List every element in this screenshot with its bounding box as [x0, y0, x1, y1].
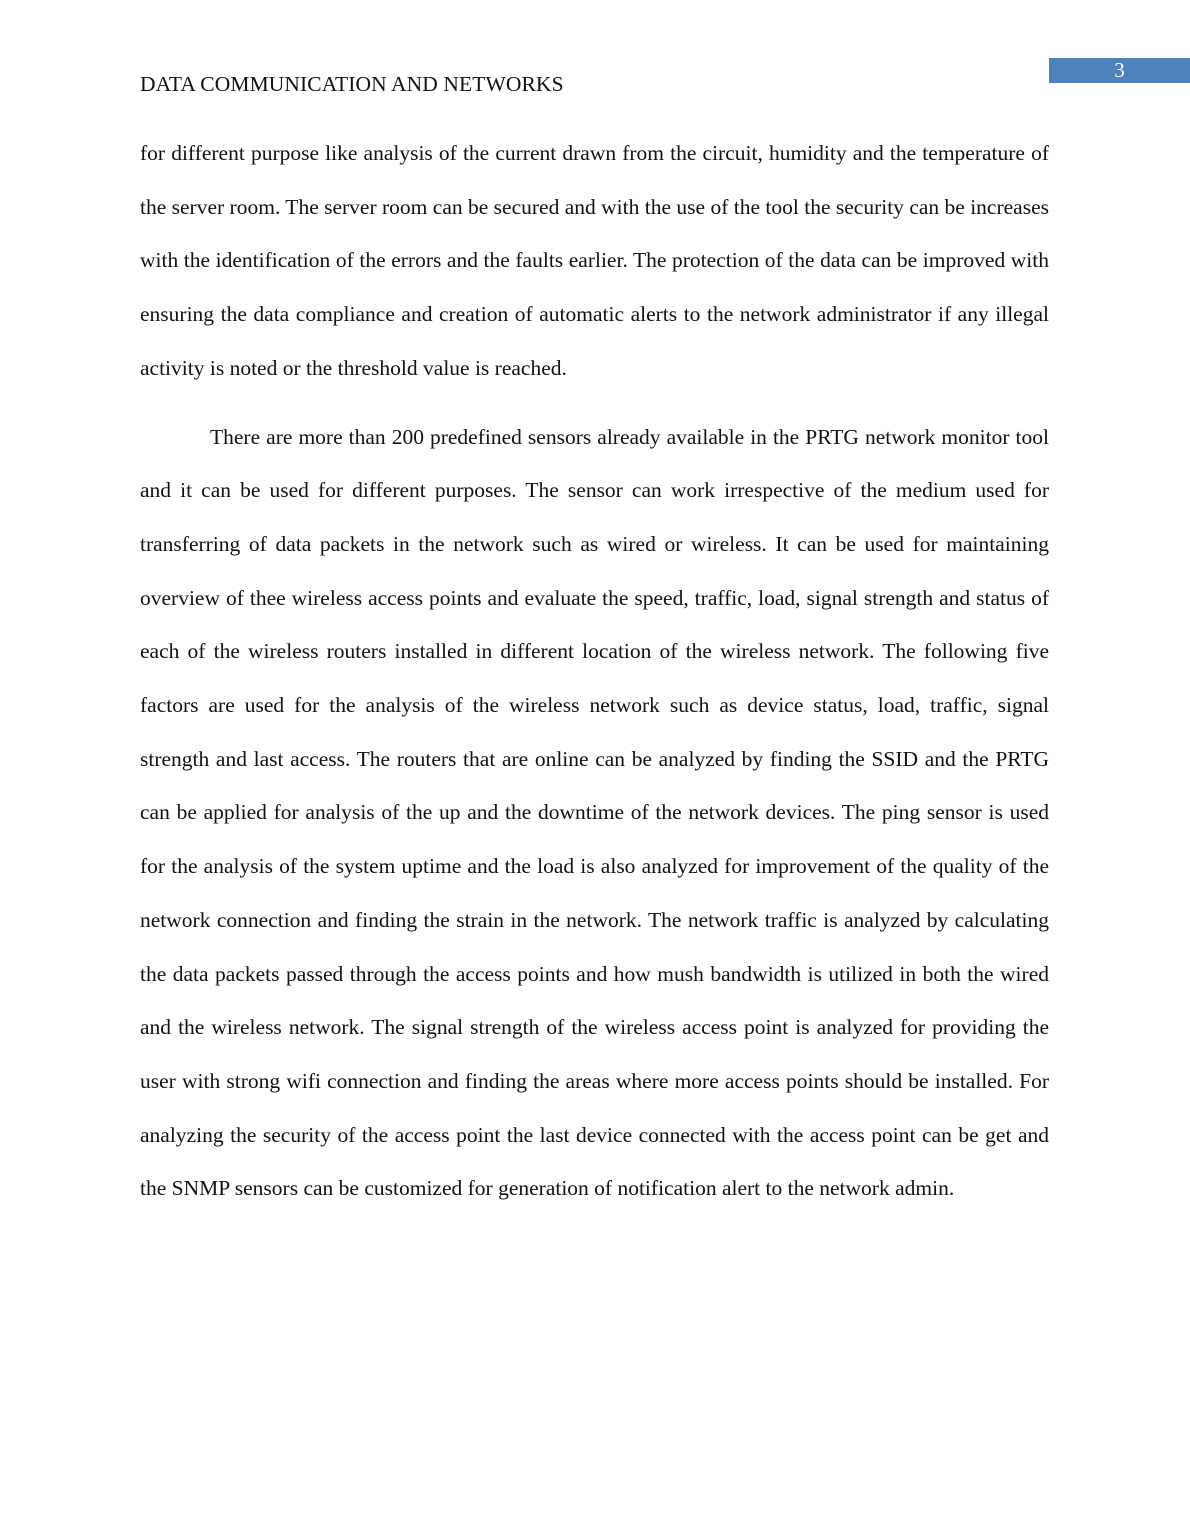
paragraph: for different purpose like analysis of the current drawn from the circuit, humidity and the temperature of the server room. The server room can be secured and with the use of the tool the security can be increases with the identification of the errors and the faults earlier. The protection of the data can be improved with ensuring the data compliance and creation of automatic alerts to the network administrator if any illegal activity is noted or the threshold value is reached. [140, 141, 1049, 380]
document-body [140, 127, 1049, 1216]
paragraph: There are more than 200 predefined sensors already available in the PRTG network monitor tool and it can be used for different purposes. The sensor can work irrespective of the medium used for transferring of data packets in the network such as wired or wireless. It can be used for maintaining overview of thee wireless access points and evaluate the speed, traffic, load, signal strength and status of each of the wireless routers installed in different location of the wireless network. The following five factors are used for the analysis of the wireless network such as device status, load, traffic, signal strength and last access. The routers that are online can be analyzed by finding the SSID and the PRTG can be applied for analysis of the up and the downtime of the network devices. The ping sensor is used for the analysis of the system uptime and the load is also analyzed for improvement of the quality of the network connection and finding the strain in the network. The network traffic is analyzed by calculating the data packets passed through the access points and how mush bandwidth is utilized in both the wired and the wireless network. The signal strength of the wireless access point is analyzed for providing the user with strong wifi connection and finding the areas where more access points should be installed. For analyzing the security of the access point the last device connected with the access point can be get and the SNMP sensors can be customized for generation of notification alert to the network admin. [140, 424, 1049, 1201]
page-number: 3 [1049, 58, 1190, 83]
running-head: DATA COMMUNICATION AND NETWORKS [140, 72, 564, 96]
